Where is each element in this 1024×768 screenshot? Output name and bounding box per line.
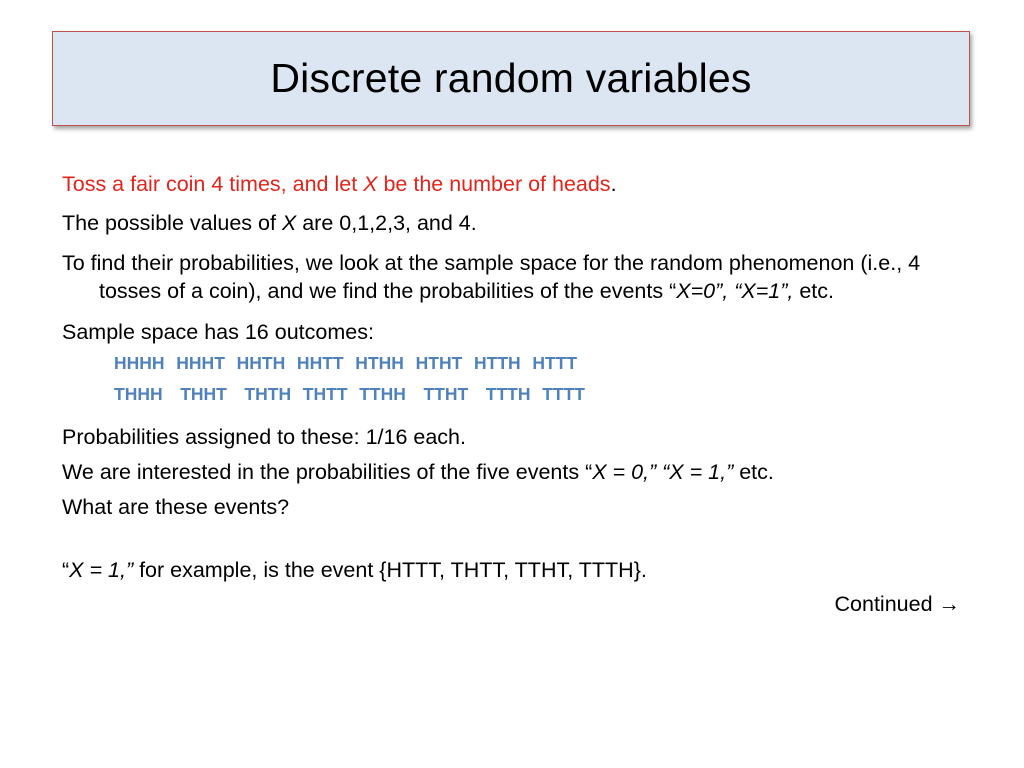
outcomes-row: HHHH HHHT HHTH HHTT HTHH HTHT HTTH HTTT — [114, 353, 578, 373]
intro-line — [62, 170, 962, 198]
intro-part1: Toss a fair coin 4 times, and let — [62, 172, 364, 196]
example-part2: for example, is the event {HTTT, THTT, TTHT, TTTH}. — [133, 558, 647, 582]
slide-title: Discrete random variables — [270, 55, 752, 101]
intro-text — [62, 172, 611, 196]
spacer — [62, 521, 962, 549]
possible-values-part2: are 0,1,2,3, and 4. — [296, 211, 477, 235]
outcomes-list — [114, 348, 962, 410]
interested-line — [62, 458, 962, 486]
intro-variable: X — [363, 172, 378, 196]
title-box — [52, 31, 970, 126]
example-open-quote: “ — [62, 558, 70, 582]
probabilities-part2: etc. — [793, 278, 834, 303]
probabilities-paragraph — [62, 250, 962, 305]
possible-values-variable: X — [281, 211, 297, 235]
possible-values-line — [62, 209, 962, 237]
example-line — [62, 556, 962, 584]
possible-values-part1: The possible values of — [62, 211, 282, 235]
slide-body — [62, 170, 962, 618]
probabilities-events: X=0”, “X=1”, — [676, 278, 794, 303]
question-line: What are these events? — [62, 495, 290, 519]
interested-part1: We are interested in the probabilities of the five events “ — [62, 460, 593, 484]
probabilities-part1: To find their probabilities, we look at the sample space for the random phenomenon (i.e., 4 tosses of a coin), and we find the probabilities of the events “ — [62, 251, 921, 303]
probabilities-assigned-line: Probabilities assigned to these: 1/16 each. — [62, 425, 466, 449]
intro-part2: be the number of heads — [377, 172, 611, 196]
intro-period: . — [610, 172, 617, 196]
interested-part2: etc. — [733, 460, 774, 484]
example-event: X = 1,” — [69, 558, 134, 582]
sample-space-line: Sample space has 16 outcomes: — [62, 320, 374, 344]
continued-label: Continued → — [834, 592, 960, 616]
outcomes-row: THHH THHT THTH THTT TTHH TTHT TTTH TTTT — [114, 384, 585, 404]
interested-events: X = 0,” “X = 1,” — [592, 460, 734, 484]
